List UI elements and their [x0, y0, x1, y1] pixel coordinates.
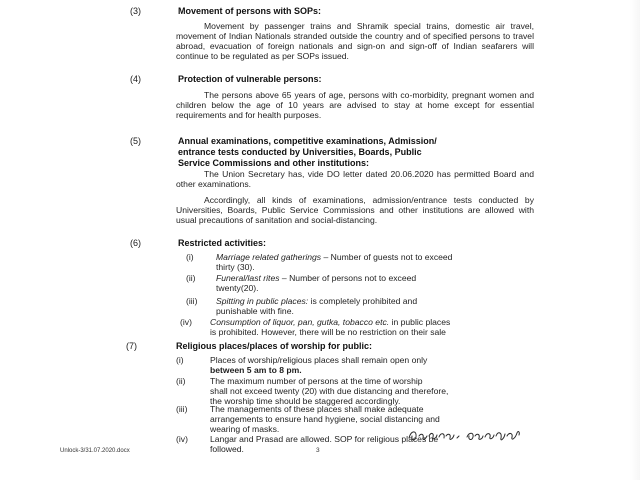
handwritten-signature: [405, 424, 535, 446]
section-6-item-2-line-1: [216, 273, 532, 283]
section-6-item-4-line-2: is prohibited. However, there will be no restriction on their sale: [210, 327, 446, 337]
section-7-item-1-line-2: between 5 am to 8 pm.: [210, 365, 302, 375]
section-6-item-3-number: (iii): [186, 296, 198, 306]
section-6-number: (6): [130, 238, 141, 248]
section-6-item-2-number: (ii): [186, 273, 196, 283]
section-3-paragraph: Movement by passenger trains and Shramik special trains, domestic air travel, movement of Indian Nationals stranded outside the country and of specified persons to travel abroad, evacuation of foreign nationals and sign-on and sign-off of Indian seafarers will continue to be regulated as per SOPs issued.: [176, 21, 534, 61]
section-6-item-3-line-1: [216, 296, 532, 306]
section-7-item-2-line-2: shall not exceed twenty (20) with due distancing and therefore,: [210, 386, 449, 396]
section-6-item-2-line-2: twenty(20).: [216, 283, 259, 293]
section-7-number: (7): [126, 341, 137, 351]
section-7-item-3-line-1: The managements of these places shall make adequate: [210, 404, 424, 414]
section-5-number: (5): [130, 136, 141, 146]
section-5-paragraph-2: Accordingly, all kinds of examinations, admission/entrance tests conducted by Universities, Boards, Public Service Commissions and other institutions are allowed with usual precautions of sanitation and social-distancing.: [176, 195, 534, 225]
scan-edge-shadow: [630, 0, 640, 480]
section-7-heading: Religious places/places of worship for public:: [176, 341, 373, 351]
section-7-item-4-line-1: Langar and Prasad are allowed. SOP for religious places be: [210, 434, 439, 444]
section-5-heading-line-2: entrance tests conducted by Universities, Boards, Public: [178, 147, 422, 157]
section-3-number: (3): [130, 6, 141, 16]
section-6-item-4-rest: in public places: [389, 317, 451, 327]
section-6-item-1-rest: – Number of guests not to exceed: [321, 252, 453, 262]
section-7-item-2-line-1: The maximum number of persons at the time of worship: [210, 376, 423, 386]
section-3-heading: Movement of persons with SOPs:: [178, 6, 322, 16]
section-5-heading-line-3: Service Commissions and other institutions:: [178, 158, 370, 168]
section-6-item-4-line-1: [210, 317, 532, 327]
section-5-paragraph-1: The Union Secretary has, vide DO letter dated 20.06.2020 has permitted Board and other examinations.: [176, 169, 534, 189]
section-4-number: (4): [130, 74, 141, 84]
section-6-item-3-rest: is completely prohibited and: [308, 296, 418, 306]
section-6-item-3-line-2: punishable with fine.: [216, 306, 294, 316]
footer-filename: Unlock-3/31.07.2020.docx: [60, 448, 130, 454]
section-6-item-1-line-2: thirty (30).: [216, 262, 255, 272]
section-7-item-3-number: (iii): [176, 404, 188, 414]
section-7-item-4-number: (iv): [176, 434, 188, 444]
section-6-item-4-italic: Consumption of liquor, pan, gutka, tobacco etc.: [210, 317, 390, 327]
section-6-item-3-italic: Spitting in public places:: [216, 296, 309, 306]
section-6-item-2-italic: Funeral/last rites: [216, 273, 280, 283]
section-7-item-2-line-3: the worship time should be staggered accordingly.: [210, 396, 401, 406]
section-6-item-1-italic: Marriage related gatherings: [216, 252, 322, 262]
section-5-heading-line-1: Annual examinations, competitive examinations, Admission/: [178, 136, 437, 146]
section-7-item-3-line-2: arrangements to ensure hand hygiene, social distancing and: [210, 414, 440, 424]
section-6-item-1-number: (i): [186, 252, 194, 262]
section-6-item-1-line-1: [216, 252, 532, 262]
page-number: 3: [316, 447, 320, 454]
section-6-heading: Restricted activities:: [178, 238, 267, 248]
section-7-item-4-line-2: followed.: [210, 444, 244, 454]
section-4-heading: Protection of vulnerable persons:: [178, 74, 322, 84]
section-4-paragraph: The persons above 65 years of age, persons with co-morbidity, pregnant women and children below the age of 10 years are advised to stay at home except for essential requirements and for health purposes.: [176, 90, 534, 120]
section-6-item-4-number: (iv): [180, 317, 192, 327]
section-7-item-1-number: (i): [176, 355, 184, 365]
section-7-item-1-line-1: Places of worship/religious places shall remain open only: [210, 355, 428, 365]
section-7-item-3-line-3: wearing of masks.: [210, 424, 280, 434]
section-6-item-2-rest: – Number of persons not to exceed: [279, 273, 417, 283]
section-7-item-2-number: (ii): [176, 376, 186, 386]
